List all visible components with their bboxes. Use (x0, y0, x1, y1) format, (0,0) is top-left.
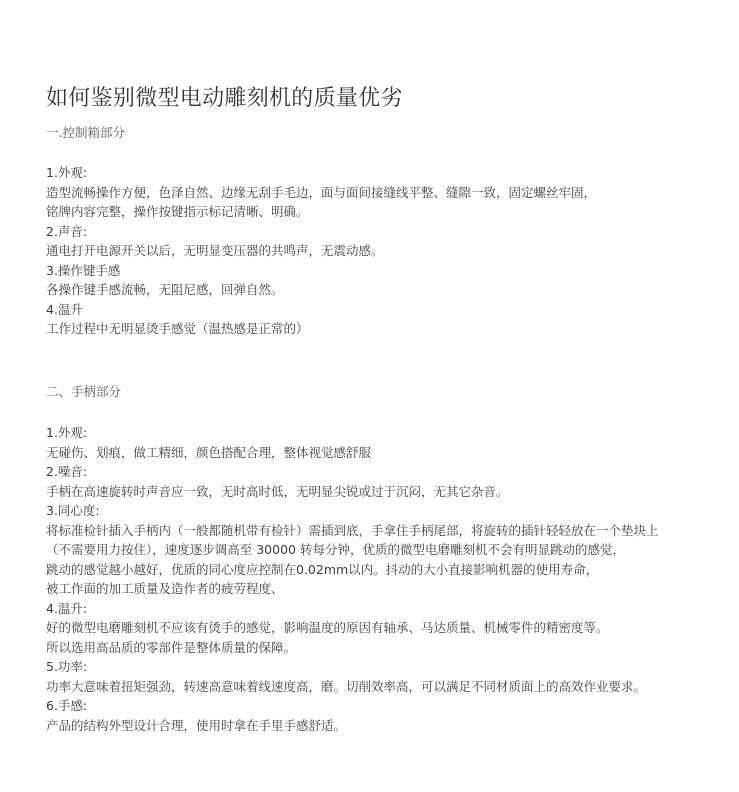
article-title: 如何鉴别微型电动雕刻机的质量优劣 (46, 86, 403, 111)
text-line: 4.温升: (46, 600, 88, 616)
text-line: 铭牌内容完整，操作按键指示标记清晰、明确。 (46, 204, 309, 219)
text-line: 将标准检针插入手柄内（一般都随机带有检针）需插到底，手拿住手柄尾部，将旋转的插针轻轻放在一个垫块上 (46, 522, 659, 538)
text-line: 6.手感: (46, 698, 88, 713)
text-line: 被工作面的加工质量及造作者的疲劳程度、 (46, 581, 284, 596)
text-line: 造型流畅操作方便，色泽自然、边缘无刮手毛边，面与面间接缝线平整、缝隙一致，固定螺丝牢固， (46, 184, 597, 200)
text-line: 跳动的感觉越小越好，优质的同心度应控制在0.02mm以内。抖动的大小直接影响机器的使用寿命， (46, 561, 599, 577)
text-line: 各操作键手感流畅，无阻尼感，回弹自然。 (46, 282, 284, 297)
text-line: 所以选用高品质的零部件是整体质量的保障。 (46, 639, 297, 655)
text-line: 手柄在高速旋转时声音应一致，无时高时低，无明显尖锐或过于沉闷，无其它杂音。 (46, 483, 509, 499)
text-line: 2.声音: (46, 223, 88, 239)
text-line: 4.温升 (46, 301, 83, 317)
text-line: 工作过程中无明显烫手感觉（温热感是正常的） (46, 321, 309, 336)
text-line: 2.噪音: (46, 464, 88, 479)
text-line: 好的微型电磨雕刻机不应该有烫手的感觉，影响温度的原因有轴承、马达质量、机械零件的精密度等。 (46, 620, 609, 635)
text-line: 3.操作键手感 (46, 262, 121, 278)
section-control-box-body (46, 163, 736, 339)
section-handle-body (46, 423, 736, 735)
text-line: 无碰伤、划痕，做工精细，颜色搭配合理，整体视觉感舒服 (46, 444, 372, 460)
text-line: 功率大意味着扭矩强劲，转速高意味着线速度高，磨。切削效率高，可以满足不同材质面上的高效作业要求。 (46, 678, 647, 694)
text-line: 1.外观: (46, 165, 88, 180)
section-heading-handle: 二、手柄部分 (46, 384, 122, 399)
section-heading-control-box: 一.控制箱部分 (46, 125, 125, 140)
text-line: 3.同心度: (46, 503, 100, 518)
text-line: 产品的结构外型设计合理，使用时拿在手里手感舒适。 (46, 717, 347, 733)
text-line: 通电打开电源开关以后，无明显变压器的共鸣声，无震动感。 (46, 243, 384, 258)
text-line: （不需要用力按住），速度逐步调高至 30000 转每分钟，优质的微型电磨雕刻机不会有明显跳动的感觉， (46, 542, 625, 557)
text-line: 5.功率: (46, 659, 88, 674)
text-line: 1.外观: (46, 425, 88, 440)
